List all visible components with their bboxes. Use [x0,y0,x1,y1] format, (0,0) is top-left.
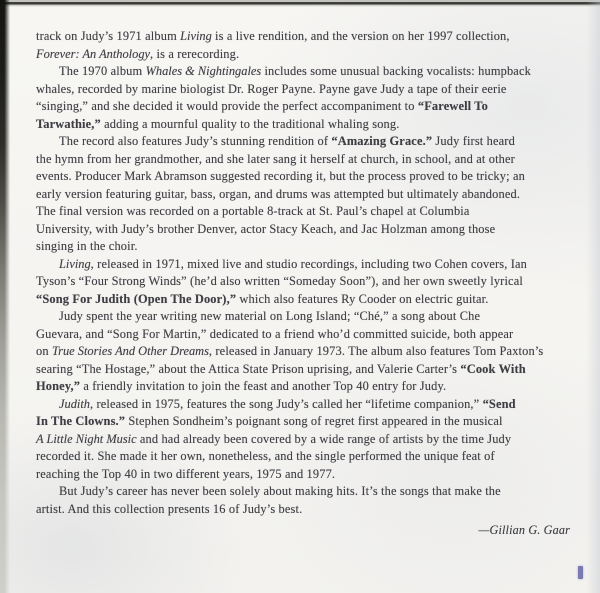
text-line: whales, recorded by marine biologist Dr. Roger Payne. Payne gave Judy a tape of their eerie [36,81,507,96]
text-line: singing in the choir. [36,239,138,253]
paragraph [36,133,570,256]
scan-edge-left [0,0,10,593]
text-line: University, with Judy’s brother Denver, actor Stacy Keach, and Jac Holzman among those [36,221,496,236]
author-signature: —Gillian G. Gaar [478,523,570,537]
paragraph [36,396,570,484]
scan-edge-right [586,0,600,593]
text-line: artist. And this collection presents 16 of Judy’s best. [36,501,303,516]
text-line: searing “The Hostage,” about the Attica State Prison uprising, and Valerie Carter’s “Cook With [36,361,526,376]
text-line: events. Producer Mark Abramson suggested recording it, but the process proved to be tricky; an [36,169,525,183]
text-line: Honey,” a friendly invitation to join the feast and another Top 40 entry for Judy. [36,379,447,393]
text-line: track on Judy’s 1971 album Living is a live rendition, and the version on her 1997 collection, [36,29,510,43]
text-line: The 1970 album Whales & Nightingales includes some unusual backing vocalists: humpback [59,64,531,78]
text-line: The record also features Judy’s stunning rendition of “Amazing Grace.” Judy first heard [59,134,515,148]
text-line: Judith, released in 1975, features the song Judy’s called her “lifetime companion,” “Send [59,396,516,411]
text-line: recorded it. She made it her own, nonetheless, and the single performed the unique feat of [36,449,495,463]
page-number-marker [578,566,583,579]
paragraph [36,256,570,309]
text-line: Tyson’s “Four Strong Winds” (he’d also written “Someday Soon”), and her own sweetly lyrical [36,274,523,288]
text-line: The final version was recorded on a portable 8-track at St. Paul’s chapel at Columbia [36,204,470,218]
text-line: Tarwathie,” adding a mournful quality to the traditional whaling song. [36,116,400,131]
text-line: “Song For Judith (Open The Door),” which also features Ry Cooder on electric guitar. [36,291,489,306]
text-line: A Little Night Music and had already been covered by a wide range of artists by the time Judy [36,431,512,446]
paragraph [36,63,570,133]
text-line: early version featuring guitar, bass, organ, and drums was attempted but ultimately abandoned. [36,186,521,201]
text-line: Living, released in 1971, mixed live and studio recordings, including two Cohen covers, Ian [59,256,528,271]
text-line: reaching the Top 40 in two different years, 1975 and 1977. [36,466,336,481]
text-line: the hymn from her grandmother, and she later sang it herself at church, in school, and at other [36,151,515,166]
scan-edge-top [0,0,600,7]
paragraph [36,28,570,63]
paragraph [36,483,570,518]
text-line: But Judy’s career has never been solely about making hits. It’s the songs that make the [59,484,501,498]
text-line: In The Clowns.” Stephen Sondheim’s poignant song of regret first appeared in the musical [36,414,503,428]
text-line: “singing,” and she decided it would provide the perfect accompaniment to “Farewell To [36,99,488,113]
text-line: Guevara, and “Song For Martin,” dedicated to a friend who’d committed suicide, both appear [36,326,514,341]
liner-notes-text-block [36,28,570,540]
paragraph [36,308,570,396]
text-line: Forever: An Anthology, is a rerecording. [36,46,240,61]
text-line: Judy spent the year writing new material on Long Island; “Ché,” a song about Che [59,309,481,323]
text-line: on True Stories And Other Dreams, released in January 1973. The album also features Tom Paxton’s [36,344,544,358]
